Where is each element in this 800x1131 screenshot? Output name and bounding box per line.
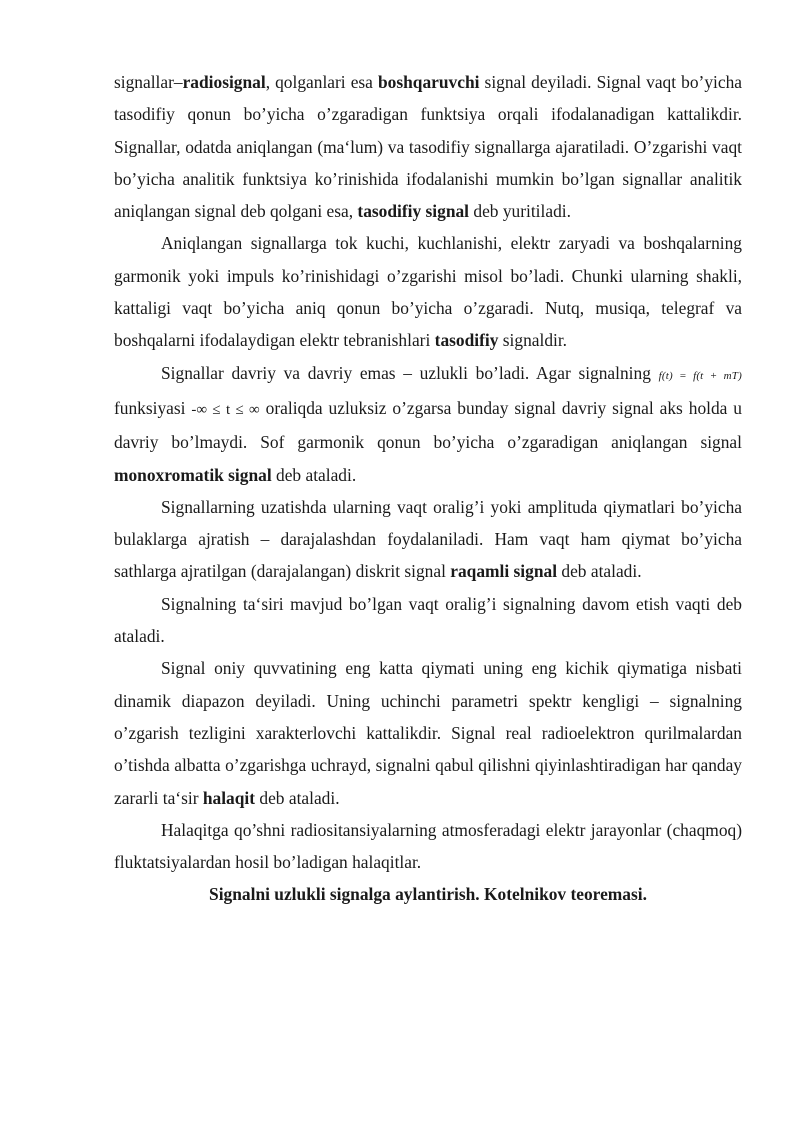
text-run: deb yuritiladi. [469,201,571,222]
paragraph-determined-signals [114,227,742,356]
paragraph-dynamic-range [114,652,742,813]
text-run: Aniqlangan signallarga tok kuchi, kuchlanishi, elektr zaryadi va boshqalarning garmonik yoki impuls ko’rinishidagi o’zgarishi misol bo’ladi. Chunki ularning shakli, kattaligi vaqt bo’yicha aniq qonun bo’yicha o’zgaradi. Nutq, musiqa, telegraf va boshqalarni ifodalaydigan elektr tebranishlari [114,233,742,351]
term-tasodifiy: tasodifiy [434,330,499,351]
text-run: funksiyasi [114,397,192,418]
formula-range: -∞ ≤ t ≤ ∞ [191,401,260,418]
text-run: Signallar davriy va davriy emas – uzlukli bo’ladi. Agar signalning [161,362,651,383]
paragraph-interference [114,814,742,879]
text-run: deb ataladi. [557,561,642,582]
text-run: signaldir. [498,330,568,351]
document-body [114,66,742,911]
term-boshqaruvchi: boshqaruvchi [377,72,480,92]
text-run: deb ataladi. [255,787,340,808]
paragraph-periodic-signals [114,357,742,491]
text-run: signallar– [114,72,183,92]
paragraph-signal-definition [114,66,742,227]
text-run: Signalning ta‘siri mavjud bo’lgan vaqt oralig’i signalning davom etish vaqti deb ataladi. [114,593,742,647]
text-run: , qolganlari esa [265,72,378,92]
term-halaqit: halaqit [202,787,256,808]
term-tasodifiy-signal: tasodifiy signal [357,201,470,222]
text-run: deb ataladi. [271,464,357,485]
text-run: signal deyiladi. Signal vaqt bo’yicha tasodifiy qonun bo’yicha o’zgaradigan funktsiya orqali ifodalanadigan kattalikdir. Signallar, odatda aniqlangan (ma‘lum) va tasodifiy signallarga ajaratiladi. O’zgarishi vaqt bo’yicha analitik funktsiya ko’rinishida ifodalanishi mumkin bo’lgan signallar analitik aniqlangan signal deb qolgani esa, [114,72,742,222]
paragraph-digital-signal [114,491,742,588]
term-radiosignal: radiosignal [182,72,266,92]
term-monoxromatik-signal: monoxromatik signal [114,464,272,485]
text-run: Signal oniy quvvatining eng katta qiymati uning eng kichik qiymatiga nisbati dinamik diapazon deyiladi. Uning uchinchi parametri spektr kengligi – signalning o’zgarish tezligini xarakterlovchi kattalikdir. Signal real radioelektron qurilmalardan o’tishda albatta o’zgarishga uchrayd, signalni qabul qilishni qiyinlashtiradigan har qanday zararli ta‘sir [114,658,742,808]
paragraph-signal-duration [114,588,742,653]
formula-periodicity: f(t) = f(t + mT) [658,369,742,382]
text-run: Halaqitga qo’shni radiositansiyalarning atmosferadagi elektr jarayonlar (chaqmoq) fluktatsiyalardan hosil bo’ladigan halaqitlar. [114,819,742,873]
text-run: oraliqda uzluksiz o’zgarsa bunday signal davriy signal aks holda u davriy bo’lmaydi. Sof garmonik qonun bo’yicha o’zgaradigan aniqlangan signal [114,397,742,453]
text-run: Signallarning uzatishda ularning vaqt oralig’i yoki amplituda qiymatlari bo’yicha bulaklarga ajratish – darajalashdan foydalaniladi. Ham vaqt ham qiymat bo’yicha sathlarga ajratilgan (darajalangan) diskrit signal [114,496,742,582]
term-raqamli-signal: raqamli signal [450,561,558,582]
section-heading: Signalni uzlukli signalga aylantirish. Kotelnikov teoremasi. [209,884,647,905]
